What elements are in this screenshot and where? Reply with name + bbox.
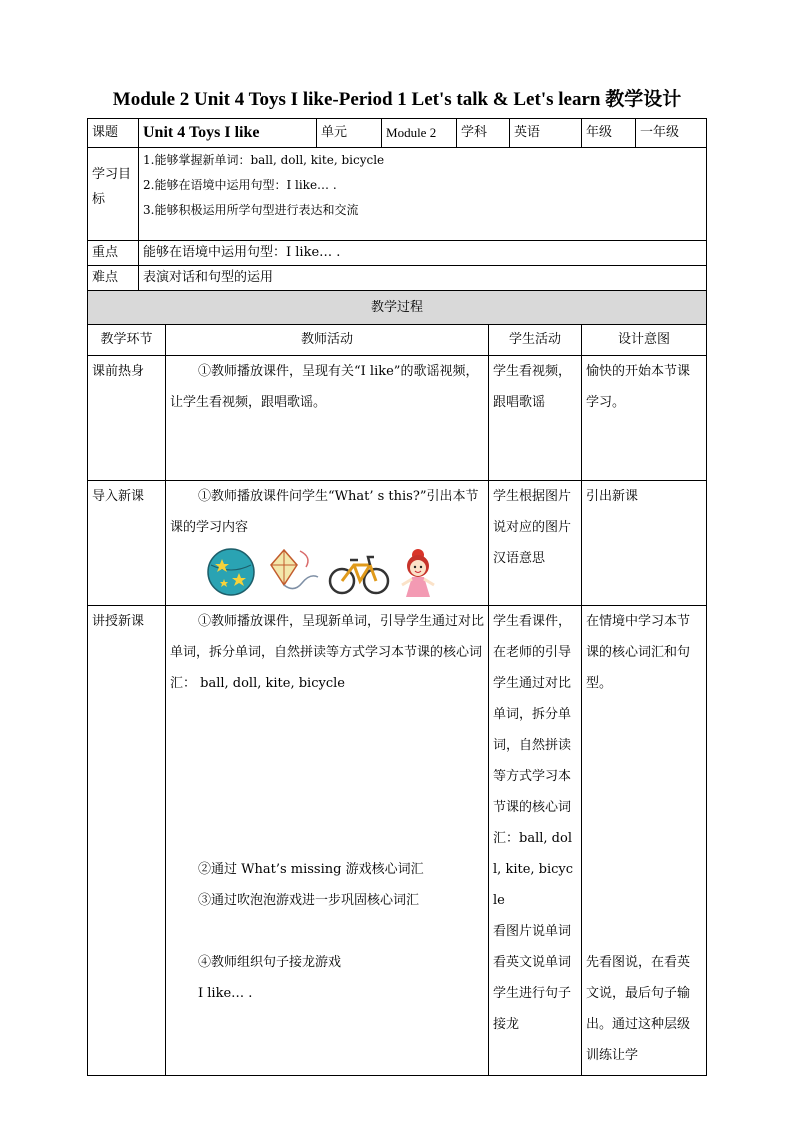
- warmup-intent: 愉快的开始本节课学习。: [582, 356, 707, 481]
- course-value: Unit 4 Toys I like: [139, 119, 317, 148]
- doll-icon: [396, 547, 440, 599]
- teach-teacher-step1: ①教师播放课件，呈现新单词，引导学生通过对比单词，拆分单词，自然拼读等方式学习本节课的核心词汇： ball, doll, kite, bicycle: [170, 614, 485, 691]
- teach-intent-cell: [582, 606, 707, 1076]
- teach-teacher-cell: [166, 606, 489, 1076]
- key-point-label: 重点: [88, 241, 139, 266]
- teach-teacher-step3: ③通过吹泡泡游戏进一步巩固核心词汇: [198, 893, 420, 908]
- header-intent: 设计意图: [582, 325, 707, 356]
- teach-student-4: 学生进行句子接龙: [493, 986, 572, 1032]
- key-point-value: 能够在语境中运用句型：I like… .: [139, 241, 707, 266]
- intro-intent: 引出新课: [582, 481, 707, 606]
- course-label: 课题: [88, 119, 139, 148]
- kite-icon: [266, 547, 322, 597]
- warmup-row: [88, 356, 707, 481]
- objectives-label: 学习目标: [88, 148, 139, 241]
- process-title-row: [88, 291, 707, 325]
- objective-item: 1.能够掌握新单词：ball, doll, kite, bicycle: [143, 153, 385, 167]
- subject-value: 英语: [510, 119, 582, 148]
- grade-label: 年级: [582, 119, 636, 148]
- lesson-plan-table: [87, 118, 707, 1076]
- warmup-student: 学生看视频，跟唱歌谣: [489, 356, 582, 481]
- teach-intent-1: 在情境中学习本节课的核心词汇和句型。: [586, 614, 691, 691]
- objective-item: 2.能够在语境中运用句型：I like… .: [143, 178, 337, 192]
- difficulty-row: [88, 266, 707, 291]
- process-title: 教学过程: [88, 291, 707, 325]
- header-stage: 教学环节: [88, 325, 166, 356]
- difficulty-value: 表演对话和句型的运用: [139, 266, 707, 291]
- unit-value: Module 2: [382, 119, 457, 148]
- ball-icon: [206, 547, 256, 597]
- teach-row: [88, 606, 707, 1076]
- toy-pictures: [170, 547, 484, 599]
- info-row: [88, 119, 707, 148]
- teach-student-1: 学生看课件，在老师的引导学生通过对比单词，拆分单词，自然拼读等方式学习本节课的核心词汇：ball, doll, kite, bicycle: [493, 614, 574, 908]
- page-title: Module 2 Unit 4 Toys I like-Period 1 Let's talk & Let's learn 教学设计: [112, 89, 682, 110]
- header-teacher: 教师活动: [166, 325, 489, 356]
- header-student: 学生活动: [489, 325, 582, 356]
- intro-teacher-cell: [166, 481, 489, 606]
- subject-label: 学科: [457, 119, 510, 148]
- grade-value: 一年级: [636, 119, 707, 148]
- objective-item: 3.能够积极运用所学句型进行表达和交流: [143, 203, 359, 217]
- teach-stage: 讲授新课: [88, 606, 166, 1076]
- process-header-row: [88, 325, 707, 356]
- teach-student-cell: [489, 606, 582, 1076]
- intro-teacher: ①教师播放课件问学生“What’ s this?”引出本节课的学习内容: [170, 489, 479, 535]
- teach-teacher-step4: ④教师组织句子接龙游戏: [198, 955, 342, 970]
- teach-teacher-step2: ②通过 What’s missing 游戏核心词汇: [198, 862, 424, 877]
- key-point-row: [88, 241, 707, 266]
- warmup-teacher: ①教师播放课件，呈现有关“I like”的歌谣视频，让学生看视频，跟唱歌谣。: [166, 356, 489, 481]
- difficulty-label: 难点: [88, 266, 139, 291]
- intro-stage: 导入新课: [88, 481, 166, 606]
- intro-student: 学生根据图片说对应的图片汉语意思: [489, 481, 582, 606]
- objectives-row: [88, 148, 707, 241]
- teach-intent-2: 先看图说，在看英文说，最后句子输出。通过这种层级训练让学: [586, 955, 691, 1063]
- teach-teacher-step5: I like… .: [198, 986, 253, 1001]
- unit-label: 单元: [317, 119, 382, 148]
- warmup-stage: 课前热身: [88, 356, 166, 481]
- intro-row: [88, 481, 707, 606]
- objectives-list: [139, 148, 707, 241]
- bicycle-icon: [328, 547, 390, 597]
- teach-student-3: 看英文说单词: [493, 955, 572, 970]
- teach-student-2: 看图片说单词: [493, 924, 572, 939]
